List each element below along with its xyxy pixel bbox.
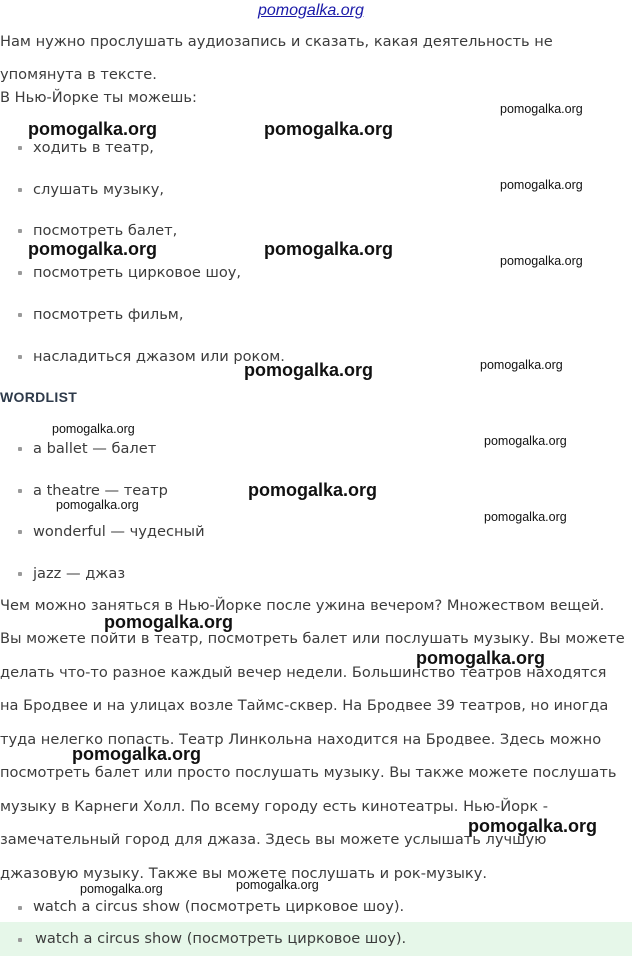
watermark: pomogalka.org [484,510,567,524]
watermark: pomogalka.org [244,360,374,380]
bullet-icon [18,906,22,910]
story-line: Чем можно заняться в Нью-Йорке после ужина вечером? Множеством вещей. [0,597,605,614]
activity-item: ходить в театр, [33,139,154,156]
answer-highlight-text: watch a circus show (посмотреть цирковое шоу). [35,930,407,947]
answer-item: watch a circus show (посмотреть цирковое шоу). [33,898,405,915]
watermark: pomogalka.org [264,119,394,139]
watermark: pomogalka.org [416,648,546,668]
bullet-icon [18,572,22,576]
activity-item: насладиться джазом или роком. [33,348,285,365]
watermark: pomogalka.org [484,434,567,448]
bullet-icon [18,447,22,451]
bullet-icon [18,530,22,534]
story-line: Вы можете пойти в театр, посмотреть балет или послушать музыку. Вы можете [0,630,625,647]
activity-item: посмотреть цирковое шоу, [33,264,242,281]
watermark: pomogalka.org [104,612,234,632]
watermark: pomogalka.org [468,816,598,836]
task-line-2: упомянута в тексте. [0,66,157,83]
watermark: pomogalka.org [28,119,158,139]
story-line: туда нелегко попасть. Театр Линкольна находится на Бродвее. Здесь можно [0,731,602,748]
intro-text: В Нью-Йорке ты можешь: [0,89,197,106]
watermark: pomogalka.org [236,878,319,892]
watermark: pomogalka.org [248,480,378,500]
watermark: pomogalka.org [500,254,583,268]
task-line-1: Нам нужно прослушать аудиозапись и сказать, какая деятельность не [0,33,553,50]
bullet-icon [18,229,22,233]
wordlist-item: a ballet — балет [33,440,157,457]
watermark: pomogalka.org [72,744,202,764]
wordlist-item: wonderful — чудесный [33,523,205,540]
bullet-icon [18,355,22,359]
watermark: pomogalka.org [264,239,394,259]
watermark: pomogalka.org [52,422,135,436]
watermark: pomogalka.org [28,239,158,259]
watermark: pomogalka.org [500,102,583,116]
bullet-icon [18,938,22,942]
story-line: джазовую музыку. Также вы можете послушать и рок-музыку. [0,865,487,882]
watermark: pomogalka.org [80,882,163,896]
story-line: на Бродвее и на улицах возле Таймс-сквер. На Бродвее 39 театров, но иногда [0,697,609,714]
story-line: музыку в Карнеги Холл. По всему городу есть кинотеатры. Нью-Йорк - [0,798,549,815]
wordlist-item: a theatre — театр [33,482,168,499]
activity-item: слушать музыку, [33,181,165,198]
bullet-icon [18,313,22,317]
wordlist-heading: WORDLIST [0,389,78,405]
bullet-icon [18,146,22,150]
watermark: pomogalka.org [480,358,563,372]
watermark: pomogalka.org [56,498,139,512]
wordlist-item: jazz — джаз [33,565,126,582]
bullet-icon [18,489,22,493]
site-header-link[interactable]: pomogalka.org [258,2,364,19]
answer-highlight-bar [0,922,632,956]
watermark: pomogalka.org [500,178,583,192]
story-line: посмотреть балет или просто послушать музыку. Вы также можете послушать [0,764,617,781]
story-line: замечательный город для джаза. Здесь вы можете услышать лучшую [0,831,547,848]
activity-item: посмотреть балет, [33,222,178,239]
bullet-icon [18,188,22,192]
bullet-icon [18,271,22,275]
story-line: делать что-то разное каждый вечер недели. Большинство театров находятся [0,664,607,681]
activity-item: посмотреть фильм, [33,306,184,323]
